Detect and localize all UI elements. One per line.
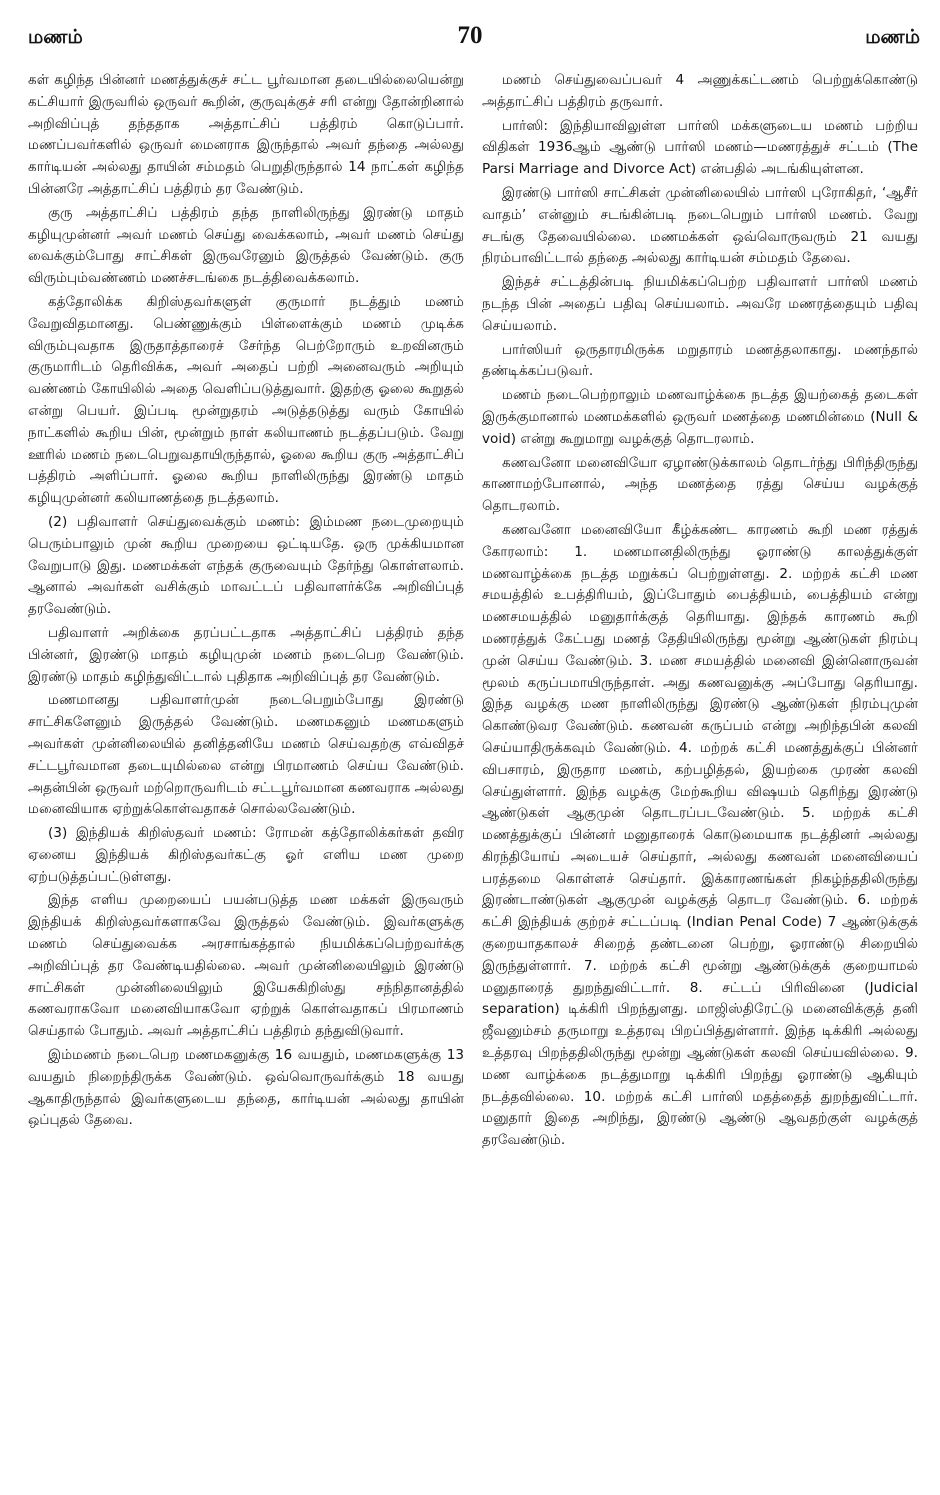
paragraph: கணவனோ மனைவியோ கீழ்க்கண்ட காரணம் கூறி மண ரத்துக் கோரலாம்: 1. மணமானதிலிருந்து ஓராண்டு காலத்துக்குள் மணவாழ்க்கை நடத்த மறுக்கப் பெற்றுள்ளது. 2. மற்றக் கட்சி மண சமயத்தில் உபத்திரியம், இப்போதும் பைத்தியம், பைத்தியம் என்று மணசமயத்தில் மனுதார்க்குத் தெரியாது. இந்தக் காரணம் கூறி மணரத்துக் கேட்பது மணத் தேதியிலிருந்து மூன்று ஆண்டுகள் நிரம்பு முன் செய்ய வேண்டும். 3. மண சமயத்தில் மனைவி இன்னொருவன் மூலம் கருப்பமாயிருந்தாள். அது கணவனுக்கு அப்போது தெரியாது. இந்த வழக்கு மண நாளிலிருந்து இரண்டு ஆண்டுகள் நிரம்புமுன் கொண்டுவர வேண்டும். கணவன் கருப்பம் என்று அறிந்தபின் கலவி செய்யாதிருக்கவும் வேண்டும். 4. மற்றக் கட்சி மணத்துக்குப் பின்னர் விபசாரம், இருதார மணம், கற்பழித்தல், இயற்கை முரண் கலவி செய்துள்ளார். இந்த வழக்கு மேற்கூறிய விஷயம் தெரிந்து இரண்டு ஆண்டுகள் ஆகுமுன் தொடரப்படவேண்டும். 5. மற்றக் கட்சி மணத்துக்குப் பின்னர் மனுதாரைக் கொடுமையாக நடத்தினர் அல்லது கிரந்தியோய் அடையச் செய்தார், அல்லது கணவன் மனைவியைப் பரத்தமை கொள்ளச் செய்தார். இக்காரணங்கள் நிகழ்ந்ததிலிருந்து இரண்டாண்டுகள் ஆகுமுன் வழக்குத் தொடர வேண்டும். 6. மற்றக் கட்சி இந்தியக் குற்றச் சட்டப்படி (Indian Penal Code) 7 ஆண்டுக்குக் குறையாதகாலச் சிறைத் தண்டனை பெற்று, ஓராண்டு சிறையில் இருந்துள்ளார். 7. மற்றக் கட்சி மூன்று ஆண்டுக்குக் குறையாமல் மனுதாரைத் துறந்துவிட்டார். 8. சட்டப் பிரிவினை (Judicial separation) டிக்கிரி பிறந்துளது. மாஜிஸ்திரேட்டு மனைவிக்குத் தனி ஜீவனும்சம் தருமாறு உத்தரவு பிறப்பித்துள்ளார். இந்த டிக்கிரி அல்லது உத்தரவு பிறந்ததிலிருந்து மூன்று ஆண்டுகள் கலவி செய்யவில்லை. 9. மண வாழ்க்கை நடத்துமாறு டிக்கிரி பிறந்து ஓராண்டு ஆகியும் நடத்தவில்லை. 10. மற்றக் கட்சி பார்ஸி மதத்தைத் துறந்துவிட்டார். மனுதார் இதை அறிந்து, இரண்டு ஆண்டு ஆவதற்குள் வழக்குத் தரவேண்டும். <box>482 521 918 1149</box>
paragraph: பார்ஸியர் ஒருதாரமிருக்க மறுதாரம் மணத்தலாகாது. மணந்தால் தண்டிக்கப்படுவர். <box>482 341 918 380</box>
paragraph: மணம் நடைபெற்றாலும் மணவாழ்க்கை நடத்த இயற்கைத் தடைகள் இருக்குமானால் மணமக்களில் ஒருவர் மணத்தை மணமின்மை (Null & void) என்று கூறுமாறு வழக்குத் தொடரலாம். <box>482 387 918 447</box>
paragraph: இரண்டு பார்ஸி சாட்சிகள் முன்னிலையில் பார்ஸி புரோகிதர், ‘ஆசீர் வாதம்’ என்னும் சடங்கின்படி நடைபெறும் பார்ஸி மணம். வேறு சடங்கு தேவையில்லை. மணமக்கள் ஒவ்வொருவரும் 21 வயது நிரம்பாவிட்டால் தந்தை அல்லது கார்டியன் சம்மதம் தேவை. <box>482 184 918 267</box>
page-number: 70 <box>457 22 483 49</box>
paragraph: மணமானது பதிவாளர்முன் நடைபெறும்போது இரண்டு சாட்சிகளேனும் இருத்தல் வேண்டும். மணமகனும் மணமகளும் அவர்கள் முன்னிலையில் தனித்தனியே மணம் செய்வதற்கு எவ்விதச் சட்டபூர்வமான தடையுமில்லை என்று பிரமாணம் செய்ய வேண்டும். அதன்பின் ஒருவர் மற்றொருவரிடம் சட்டபூர்வமான கணவராக அல்லது மனைவியாக ஏற்றுக்கொள்வதாகச் சொல்லவேண்டும். <box>28 692 464 818</box>
paragraph: குரு அத்தாட்சிப் பத்திரம் தந்த நாளிலிருந்து இரண்டு மாதம் கழியுமுன்னர் அவர் மணம் செய்து வைக்கலாம், அவர் மணம் செய்து வைக்கும்போது சாட்சிகள் இருவரேனும் இருத்தல் வேண்டும். குரு விரும்பும்வண்ணம் மணச்சடங்கை நடத்திவைக்கலாம். <box>28 204 464 287</box>
paragraph: இம்மணம் நடைபெற மணமகனுக்கு 16 வயதும், மணமகளுக்கு 13 வயதும் நிறைந்திருக்க வேண்டும். ஒவ்வொருவர்க்கும் 18 வயது ஆகாதிருந்தால் இவர்களுடைய தந்தை, கார்டியன் அல்லது தாயின் ஒப்புதல் தேவை. <box>28 1047 464 1129</box>
running-head-left: மணம் <box>28 26 83 48</box>
paragraph: பார்ஸி: இந்தியாவிலுள்ள பார்ஸி மக்களுடைய மணம் பற்றிய விதிகள் 1936ஆம் ஆண்டு பார்ஸி மணம்—மணரத்துச் சட்டம் (The Parsi Marriage and Divorce Act) என்பதில் அடங்கியுள்ளன. <box>482 117 918 178</box>
left-column <box>28 70 464 1134</box>
paragraph: இந்தச் சட்டத்தின்படி நியமிக்கப்பெற்ற பதிவாளர் பார்ஸி மணம் நடந்த பின் அதைப் பதிவு செய்யலாம். அவரே மணரத்தையும் பதிவு செய்யலாம். <box>482 274 918 334</box>
paragraph: (2) பதிவாளர் செய்துவைக்கும் மணம்: இம்மண நடைமுறையும் பெரும்பாலும் முன் கூறிய முறையை ஒட்டியதே. ஒரு முக்கியமான வேறுபாடு இது. மணமக்கள் எந்தக் குருவையும் தேர்ந்து கொள்ளலாம். ஆனால் அவர்கள் வசிக்கும் மாவட்டப் பதிவாளர்க்கே அறிவிப்புத் தரவேண்டும். <box>28 513 464 618</box>
paragraph: (3) இந்தியக் கிறிஸ்தவர் மணம்: ரோமன் கத்தோலிக்கர்கள் தவிர ஏனைய இந்தியக் கிறிஸ்தவர்கட்கு ஓர் எளிய மண முறை ஏற்படுத்தப்பட்டுள்ளது. <box>28 825 464 885</box>
paragraph: கணவனோ மனைவியோ ஏழாண்டுக்காலம் தொடர்ந்து பிரிந்திருந்து காணாமற்போனால், அந்த மணத்தை ரத்து செய்ய வழக்குத் தொடரலாம். <box>482 454 918 515</box>
paragraph: கத்தோலிக்க கிறிஸ்தவர்களுள் குருமார் நடத்தும் மணம் வேறுவிதமானது. பெண்ணுக்கும் பிள்ளைக்கும் மணம் முடிக்க விரும்புவதாக இருதாத்தாரைச் சேர்ந்த பெற்றோரும் உறவினரும் குருமாரிடம் தெரிவிக்க, அவர் அதைப் பற்றி அனைவரும் அறியும் வண்ணம் கோயிலில் அதை வெளிப்படுத்துவார். இதற்கு ஓலை கூறுதல் என்று பெயர். இப்படி மூன்றுதரம் அடுத்தடுத்து வரும் கோயில் நாட்களில் கூறிய பின், மூன்றும் நாள் கலியாணம் நடத்தப்படும். வேறு ஊரில் மணம் நடைபெறுவதாயிருந்தால், ஓலை கூறிய குரு அத்தாட்சிப் பத்திரம் அளிப்பார். ஓலை கூறிய நாளிலிருந்து இரண்டு மாதம் கழியுமுன்னர் கலியாணத்தை நடத்தலாம். <box>28 293 464 507</box>
paragraph: பதிவாளர் அறிக்கை தரப்பட்டதாக அத்தாட்சிப் பத்திரம் தந்த பின்னர், இரண்டு மாதம் கழியுமுன் மணம் நடைபெற வேண்டும். இரண்டு மாதம் கழிந்துவிட்டால் புதிதாக அறிவிப்புத் தர வேண்டும். <box>28 624 464 685</box>
running-head-right: மணம் <box>865 26 920 48</box>
paragraph: மணம் செய்துவைப்பவர் 4 அணுக்கட்டணம் பெற்றுக்கொண்டு அத்தாட்சிப் பத்திரம் தருவார். <box>482 72 918 110</box>
right-column <box>482 70 918 1154</box>
paragraph: இந்த எளிய முறையைப் பயன்படுத்த மண மக்கள் இருவரும் இந்தியக் கிறிஸ்தவர்களாகவே இருத்தல் வேண்டும். இவர்களுக்கு மணம் செய்துவைக்க அரசாங்கத்தால் நியமிக்கப்பெற்றவர்க்கு அறிவிப்புத் தர வேண்டியதில்லை. அவர் முன்னிலையிலும் இரண்டு சாட்சிகள் முன்னிலையிலும் இயேசுகிறிஸ்து சந்நிதானத்தில் கணவராகவோ மனைவியாகவோ ஏற்றுக் கொள்வதாகப் பிரமாணம் செய்தால் போதும். அவர் அத்தாட்சிப் பத்திரம் தந்துவிடுவார். <box>28 892 464 1040</box>
paragraph: கள் கழிந்த பின்னர் மணத்துக்குச் சட்ட பூர்வமான தடையில்லையென்று கட்சியார் இருவரில் ஒருவர் கூறின், குருவுக்குச் சரி என்று தோன்றினால் அறிவிப்புத் தந்ததாக அத்தாட்சிப் பத்திரம் கொடுப்பார். மணப்பவர்களில் ஒருவர் மைனராக இருந்தால் அவர் தந்தை அல்லது கார்டியன் அல்லது தாயின் சம்மதம் பெறுதிருந்தால் 14 நாட்கள் கழிந்த பின்னரே அத்தாட்சிப் பத்திரம் தர வேண்டும். <box>28 72 464 197</box>
